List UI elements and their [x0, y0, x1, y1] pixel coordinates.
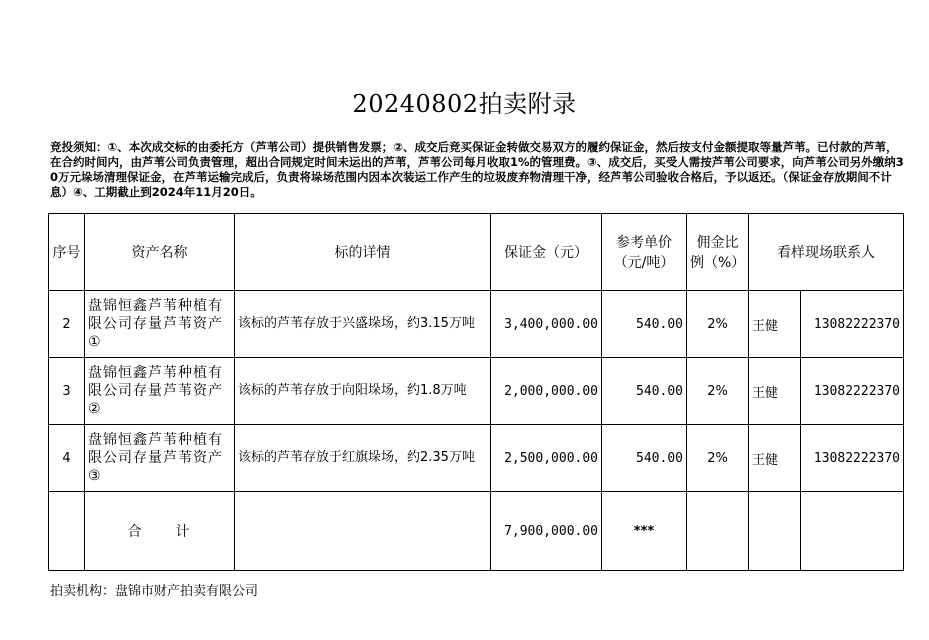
table-header-row — [49, 214, 904, 291]
row-detail: 该标的芦苇存放于兴盛垛场，约3.15万吨 — [235, 291, 491, 358]
row-contact-phone: 13082222370 — [801, 291, 904, 358]
bidding-notice: 竞投须知：①、本次成交标的由委托方（芦苇公司）提供销售发票；②、成交后竞买保证金转做交易双方的履约保证金，然后按支付金额提取等量芦苇。已付款的芦苇，在合约时间内，由芦苇公司负责管理，超出合同规定时间未运出的芦苇，芦苇公司每月收取1%的管理费。③、成交后，买受人需按芦苇公司要求，向芦苇公司另外缴纳30万元垛场清理保证金，在芦苇运输完成后，负责将垛场范围内因本次装运工作产生的垃圾废弃物清理干净，经芦苇公司验收合格后，予以返还。（保证金存放期间不计息）④、工期截止到2024年11月20日。 — [50, 140, 904, 199]
asset-table — [48, 213, 904, 571]
page-title: 20240802拍卖附录 — [352, 90, 577, 118]
row-commission: 2% — [687, 425, 749, 492]
header-contact: 看样现场联系人 — [749, 214, 904, 291]
row-deposit: 2,000,000.00 — [491, 358, 602, 425]
total-seq-empty — [49, 492, 85, 571]
total-detail-empty — [235, 492, 491, 571]
header-seq: 序号 — [49, 214, 85, 291]
row-contact-name: 王健 — [749, 425, 801, 492]
table-row — [49, 291, 904, 358]
row-contact-name: 王健 — [749, 358, 801, 425]
header-detail: 标的详情 — [235, 214, 491, 291]
row-seq: 3 — [49, 358, 85, 425]
row-contact-phone: 13082222370 — [801, 358, 904, 425]
row-commission: 2% — [687, 358, 749, 425]
total-deposit: 7,900,000.00 — [491, 492, 602, 571]
row-deposit: 3,400,000.00 — [491, 291, 602, 358]
row-contact-phone: 13082222370 — [801, 425, 904, 492]
row-asset-name: 盘锦恒鑫芦苇种植有限公司存量芦苇资产③ — [85, 425, 235, 492]
total-ref-price: *** — [602, 492, 687, 571]
row-ref-price: 540.00 — [602, 291, 687, 358]
row-detail: 该标的芦苇存放于红旗垛场，约2.35万吨 — [235, 425, 491, 492]
row-asset-name: 盘锦恒鑫芦苇种植有限公司存量芦苇资产① — [85, 291, 235, 358]
row-asset-name: 盘锦恒鑫芦苇种植有限公司存量芦苇资产② — [85, 358, 235, 425]
header-ref-price: 参考单价（元/吨） — [602, 214, 687, 291]
table-row — [49, 358, 904, 425]
row-contact-name: 王健 — [749, 291, 801, 358]
total-row — [49, 492, 904, 571]
auction-agency: 拍卖机构：盘锦市财产拍卖有限公司 — [50, 584, 259, 599]
total-contact-phone-empty — [801, 492, 904, 571]
header-asset-name: 资产名称 — [85, 214, 235, 291]
row-commission: 2% — [687, 291, 749, 358]
total-commission-empty — [687, 492, 749, 571]
header-deposit: 保证金（元） — [491, 214, 602, 291]
total-contact-name-empty — [749, 492, 801, 571]
row-detail: 该标的芦苇存放于向阳垛场，约1.8万吨 — [235, 358, 491, 425]
total-label: 合 计 — [85, 492, 235, 571]
row-ref-price: 540.00 — [602, 425, 687, 492]
row-seq: 4 — [49, 425, 85, 492]
row-ref-price: 540.00 — [602, 358, 687, 425]
header-commission: 佣金比例（%） — [687, 214, 749, 291]
row-seq: 2 — [49, 291, 85, 358]
row-deposit: 2,500,000.00 — [491, 425, 602, 492]
table-row — [49, 425, 904, 492]
